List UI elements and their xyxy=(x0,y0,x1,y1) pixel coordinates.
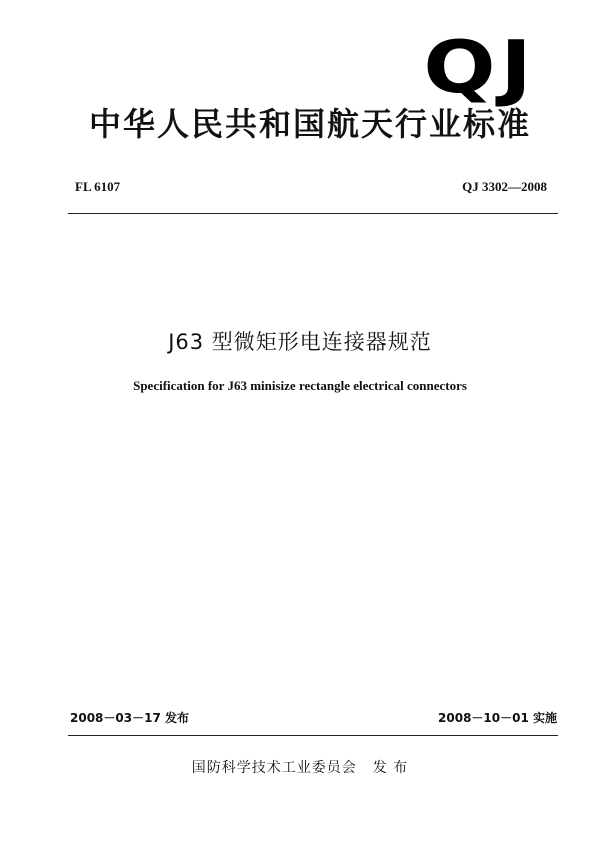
standard-title: 中华人民共和国航天行业标准 xyxy=(88,105,531,143)
publisher-name: 国防科学技术工业委员会 xyxy=(191,760,357,776)
qj-logo: QJ xyxy=(423,25,537,109)
publisher-action: 发 布 xyxy=(372,760,409,776)
standard-number: QJ 3302—2008 xyxy=(462,179,547,194)
document-title: J63 型微矩形电连接器规范 xyxy=(168,330,432,354)
codes-row xyxy=(75,177,547,197)
publisher-line xyxy=(60,757,540,779)
implementation-date: 2008－10－01 实施 xyxy=(438,711,557,725)
bottom-divider xyxy=(68,735,558,736)
top-divider xyxy=(68,213,558,214)
document-subtitle: Specification for J63 minisize rectangle electrical connectors xyxy=(133,378,467,393)
classification-code: FL 6107 xyxy=(75,179,121,194)
issue-date: 2008－03－17 发布 xyxy=(70,711,189,725)
dates-row xyxy=(70,708,557,728)
